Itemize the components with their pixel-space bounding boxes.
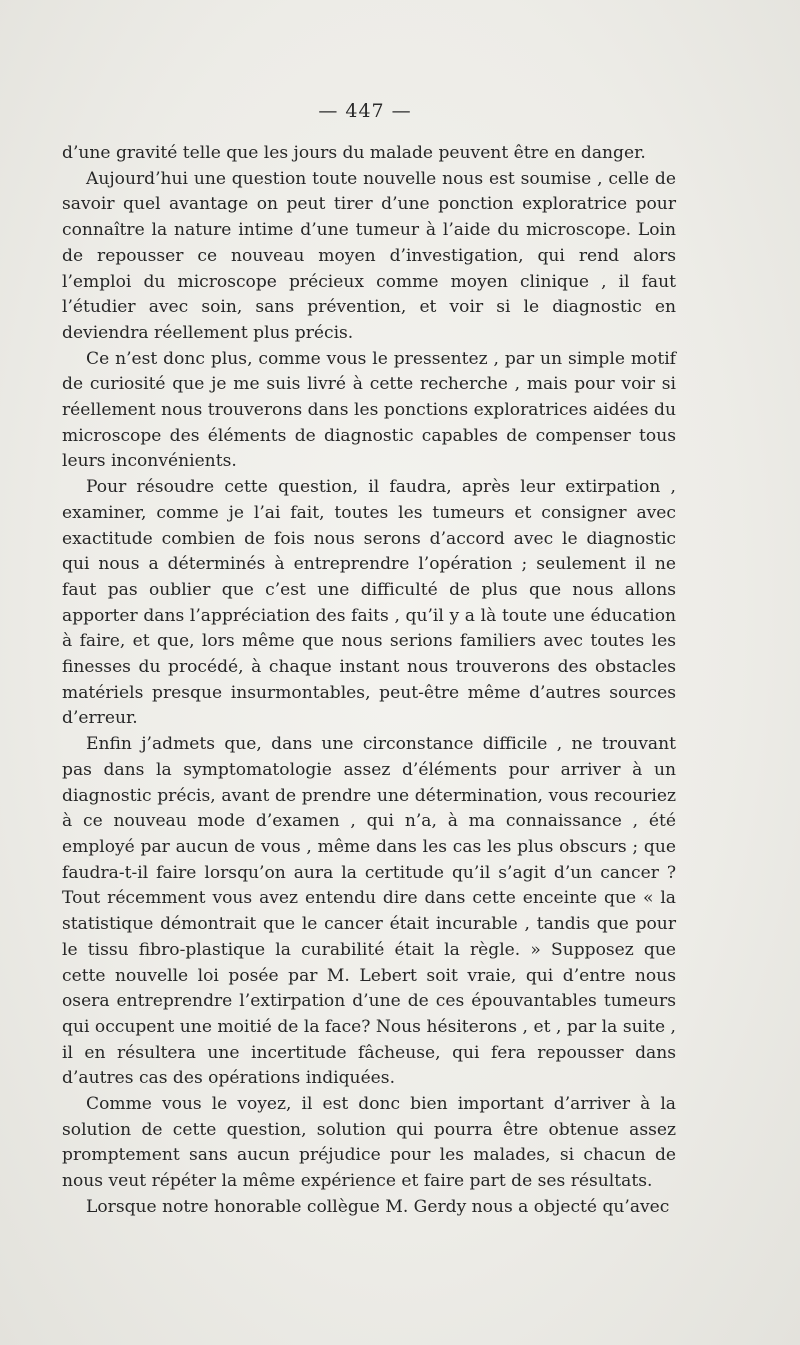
paragraph: Enfin j’admets que, dans une circonstance difficile , ne trouvant pas dans la symptomatologie assez d’éléments pour arriver à un diagnostic précis, avant de prendre une détermination, vous recouriez à ce nouveau mode d’examen , qui n’a, à ma connaissance , été employé par aucun de vous , même dans les cas les plus obscurs ; que faudra-t-il faire lorsqu’on aura la certitude qu’il s’agit d’un cancer ? Tout récemment vous avez entendu dire dans cette enceinte que « la statistique démontrait que le cancer était incurable , tandis que pour le tissu fibro-plastique la curabilité était la règle. » Supposez que cette nouvelle loi posée par M. Lebert soit vraie, qui d’entre nous osera entreprendre l’extirpation d’une de ces épouvantables tumeurs qui occupent une moitié de la face? Nous hésiterons , et , par la suite , il en résultera une incertitude fâcheuse, qui fera repousser dans d’autres cas des opérations indiquées. bbox=[62, 734, 676, 1089]
paragraph: Ce n’est donc plus, comme vous le pressentez , par un simple motif de curiosité que je me suis livré à cette recherche , mais pour voir si réellement nous trouverons dans les ponctions exploratrices aidées du microscope des éléments de diagnostic capables de compenser tous leurs inconvénients. bbox=[62, 348, 676, 472]
paragraph: Lorsque notre honorable collègue M. Gerdy nous a objecté qu’avec bbox=[86, 1196, 670, 1217]
paragraph: Aujourd’hui une question toute nouvelle nous est soumise , celle de savoir quel avantage on peut tirer d’une ponction exploratrice pour connaître la nature intime d’une tumeur à l’aide du microscope. Loin de repousser ce nouveau moyen d’investigation, qui rend alors l’emploi du microscope précieux comme moyen clinique , il faut l’étudier avec soin, sans prévention, et voir si le diagnostic en deviendra réellement plus précis. bbox=[62, 168, 676, 343]
paragraph-continuation: d’une gravité telle que les jours du malade peuvent être en danger. bbox=[62, 143, 646, 163]
paragraph: Pour résoudre cette question, il faudra, après leur extirpation , examiner, comme je l’ai fait, toutes les tumeurs et consigner avec exactitude combien de fois nous serons d’accord avec le diagnostic qui nous a déterminés à entreprendre l’opération ; seulement il ne faut pas oublier que c’est une difficulté de plus que nous allons apporter dans l’appréciation des faits , qu’il y a là toute une éducation à faire, et que, lors même que nous serions familiers avec toutes les finesses du procédé, à chaque instant nous trouverons des obstacles matériels presque insurmontables, peut-être même d’autres sources d’erreur. bbox=[62, 477, 676, 729]
page-number: — 447 — bbox=[318, 100, 412, 122]
body-text bbox=[62, 141, 676, 1221]
paragraph: Comme vous le voyez, il est donc bien important d’arriver à la solution de cette question, solution qui pourra être obtenue assez promptement sans aucun préjudice pour les malades, si chacun de nous veut répéter la même expérience et faire part de ses résultats. bbox=[62, 1094, 676, 1192]
